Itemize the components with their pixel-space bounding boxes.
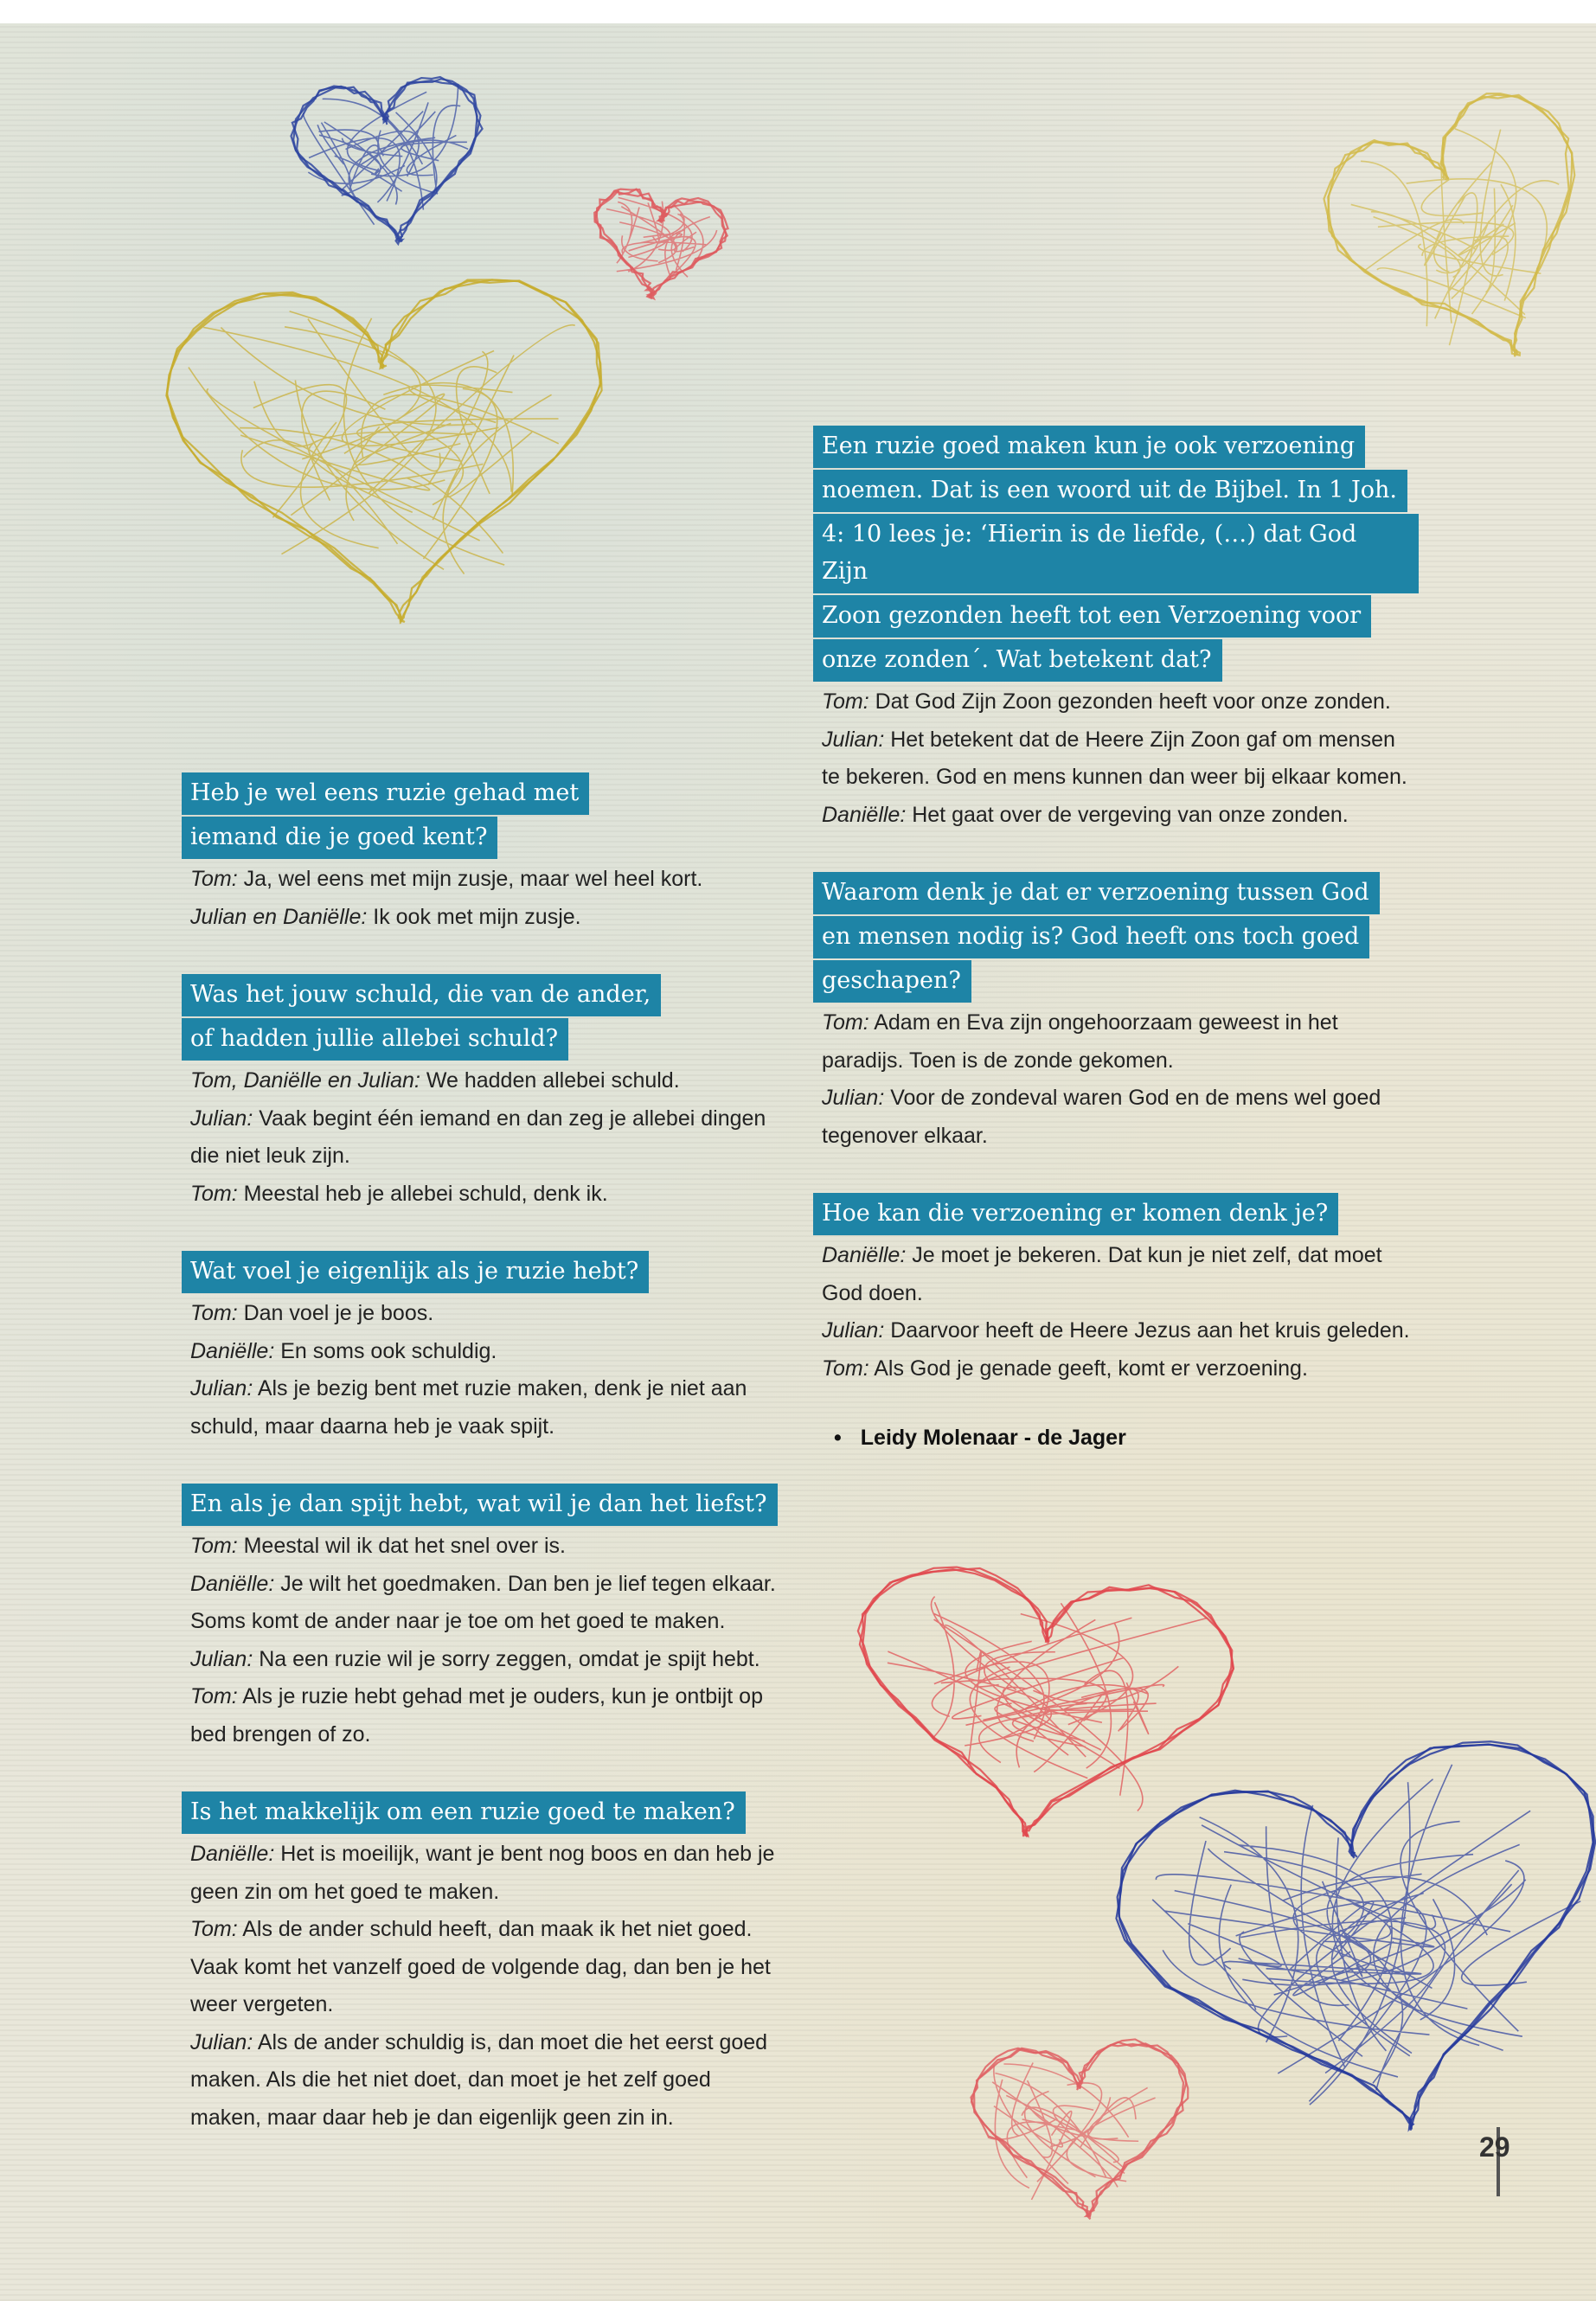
- answer-text: Voor de zondeval waren God en de mens wel goed tegenover elkaar.: [822, 1086, 1381, 1148]
- answer-paragraph: [190, 1836, 779, 1911]
- question-heading: en mensen nodig is? God heeft ons toch goed: [813, 916, 1369, 958]
- answer-paragraph: [822, 683, 1419, 721]
- speaker-name: Tom:: [190, 1917, 238, 1941]
- answer-text: Als God je genade geeft, komt er verzoening.: [869, 1356, 1308, 1381]
- answer-text: Dat God Zijn Zoon gezonden heeft voor onze zonden.: [869, 689, 1391, 714]
- author-name: Leidy Molenaar - de Jager: [860, 1426, 1126, 1450]
- question-heading: Is het makkelijk om een ruzie goed te maken?: [182, 1791, 746, 1834]
- answer-text: Als de ander schuld heeft, dan maak ik het niet goed. Vaak komt het vanzelf goed de volgende dag, dan ben je het weer vergeten.: [190, 1917, 771, 2016]
- answer-paragraph: [190, 1176, 779, 1214]
- red-heart-small-bottom: [968, 2035, 1197, 2227]
- answer-text: Meestal heb je allebei schuld, denk ik.: [237, 1181, 608, 1206]
- answer-paragraph: [822, 721, 1419, 797]
- answer-paragraph: [822, 1312, 1419, 1350]
- speaker-name: Julian:: [822, 1318, 885, 1343]
- qa-block: [813, 1193, 1419, 1388]
- qa-block: [182, 1791, 779, 2137]
- credit-bullet: •: [834, 1426, 842, 1450]
- answer-text: Je wilt het goedmaken. Dan ben je lief tegen elkaar. Soms komt de ander naar je toe om het goed te maken.: [190, 1571, 776, 1633]
- answer-text: Vaak begint één iemand en dan zeg je allebei dingen die niet leuk zijn.: [190, 1106, 766, 1168]
- qa-block: [813, 872, 1419, 1155]
- speaker-name: Tom:: [190, 1684, 238, 1708]
- qa-block: [182, 1484, 779, 1753]
- speaker-name: Tom:: [822, 1010, 869, 1035]
- question-heading: En als je dan spijt hebt, wat wil je dan het liefst?: [182, 1484, 778, 1526]
- answer-text: Je moet je bekeren. Dat kun je niet zelf, dat moet God doen.: [822, 1243, 1382, 1305]
- question-heading: Wat voel je eigenlijk als je ruzie hebt?: [182, 1251, 649, 1293]
- red-heart-top: [584, 183, 732, 307]
- answer-text: Dan voel je je boos.: [237, 1301, 434, 1325]
- speaker-name: Daniëlle:: [822, 802, 907, 827]
- question-heading: iemand die je goed kent?: [182, 817, 497, 859]
- author-credit: [834, 1426, 1419, 1451]
- answer-text: Daarvoor heeft de Heere Jezus aan het kruis geleden.: [884, 1318, 1410, 1343]
- question-heading: Was het jouw schuld, die van de ander,: [182, 974, 661, 1016]
- answer-paragraph: [190, 861, 779, 899]
- answer-paragraph: [190, 1333, 779, 1371]
- question-heading: of hadden jullie allebei schuld?: [182, 1018, 568, 1061]
- answer-paragraph: [822, 1237, 1419, 1312]
- answer-paragraph: [190, 1641, 779, 1679]
- speaker-name: Daniëlle:: [190, 1338, 275, 1363]
- question-heading: geschapen?: [813, 960, 971, 1003]
- question-heading: Hoe kan die verzoening er komen denk je?: [813, 1193, 1338, 1235]
- speaker-name: Julian en Daniëlle:: [190, 904, 368, 929]
- blue-heart-bottom: [1095, 1718, 1596, 2182]
- answer-paragraph: [822, 1080, 1419, 1155]
- interview-right-column: [813, 426, 1419, 1451]
- answer-paragraph: [190, 1295, 779, 1333]
- answer-paragraph: [190, 1911, 779, 2024]
- answer-text: Meestal wil ik dat het snel over is.: [237, 1534, 566, 1558]
- answer-paragraph: [190, 2024, 779, 2138]
- answer-paragraph: [822, 1350, 1419, 1388]
- speaker-name: Tom:: [822, 689, 869, 714]
- interview-left-column: [182, 772, 779, 2175]
- answer-text: Het gaat over de vergeving van onze zonden.: [906, 802, 1349, 827]
- speaker-name: Tom, Daniëlle en Julian:: [190, 1068, 420, 1093]
- speaker-name: Daniëlle:: [190, 1842, 275, 1866]
- answer-paragraph: [190, 1370, 779, 1445]
- answer-text: Als je ruzie hebt gehad met je ouders, kun je ontbijt op bed brengen of zo.: [190, 1684, 763, 1747]
- question-heading: Een ruzie goed maken kun je ook verzoening: [813, 426, 1365, 468]
- yellow-heart-corner: [1304, 72, 1596, 404]
- answer-paragraph: [190, 1566, 779, 1641]
- answer-text: Ik ook met mijn zusje.: [367, 904, 581, 929]
- answer-text: Als de ander schuldig is, dan moet die het eerst goed maken. Als die het niet doet, dan moet je het zelf goed maken, maar daar heb je dan eigenlijk geen zin in.: [190, 2029, 768, 2130]
- speaker-name: Tom:: [822, 1356, 869, 1381]
- answer-paragraph: [190, 1528, 779, 1566]
- answer-text: En soms ook schuldig.: [274, 1338, 497, 1363]
- question-heading: 4: 10 lees je: ‘Hierin is de liefde, (…) dat God Zijn: [813, 514, 1419, 593]
- blue-heart-top: [286, 71, 493, 253]
- speaker-name: Tom:: [190, 867, 238, 891]
- question-heading: Zoon gezonden heeft tot een Verzoening voor: [813, 595, 1371, 638]
- answer-paragraph: [190, 1100, 779, 1176]
- answer-paragraph: [190, 1062, 779, 1100]
- answer-paragraph: [190, 1678, 779, 1753]
- speaker-name: Tom:: [190, 1181, 238, 1206]
- speaker-name: Julian:: [822, 727, 885, 752]
- answer-paragraph: [822, 797, 1419, 835]
- magazine-page: [0, 23, 1596, 2301]
- answer-text: We hadden allebei schuld.: [420, 1068, 680, 1093]
- speaker-name: Daniëlle:: [822, 1243, 907, 1267]
- qa-block: [182, 1251, 779, 1445]
- qa-block: [182, 974, 779, 1213]
- question-heading: onze zonden´. Wat betekent dat?: [813, 639, 1222, 682]
- speaker-name: Julian:: [822, 1086, 885, 1110]
- question-heading: Waarom denk je dat er verzoening tussen God: [813, 872, 1380, 914]
- speaker-name: Julian:: [190, 1106, 253, 1131]
- speaker-name: Tom:: [190, 1301, 238, 1325]
- answer-text: Na een ruzie wil je sorry zeggen, omdat je spijt hebt.: [253, 1646, 760, 1671]
- speaker-name: Julian:: [190, 1376, 253, 1400]
- answer-text: Het is moeilijk, want je bent nog boos en dan heb je geen zin om het goed te maken.: [190, 1842, 775, 1904]
- speaker-name: Julian:: [190, 1646, 253, 1671]
- answer-text: Het betekent dat de Heere Zijn Zoon gaf om mensen te bekeren. God en mens kunnen dan weer bij elkaar komen.: [822, 727, 1407, 789]
- qa-block: [182, 772, 779, 936]
- answer-text: Ja, wel eens met mijn zusje, maar wel heel kort.: [237, 867, 703, 891]
- answer-paragraph: [190, 899, 779, 937]
- question-heading: noemen. Dat is een woord uit de Bijbel. In 1 Joh.: [813, 470, 1407, 512]
- qa-block: [813, 426, 1419, 834]
- page-number: 29: [1479, 2131, 1510, 2163]
- answer-text: Adam en Eva zijn ongehoorzaam geweest in het paradijs. Toen is de zonde gekomen.: [822, 1010, 1338, 1073]
- answer-paragraph: [822, 1004, 1419, 1080]
- speaker-name: Tom:: [190, 1534, 238, 1558]
- question-heading: Heb je wel eens ruzie gehad met: [182, 772, 589, 815]
- yellow-heart-large: [160, 270, 618, 638]
- speaker-name: Daniëlle:: [190, 1571, 275, 1596]
- speaker-name: Julian:: [190, 2029, 253, 2054]
- answer-text: Als je bezig bent met ruzie maken, denk je niet aan schuld, maar daarna heb je vaak spijt.: [190, 1376, 747, 1439]
